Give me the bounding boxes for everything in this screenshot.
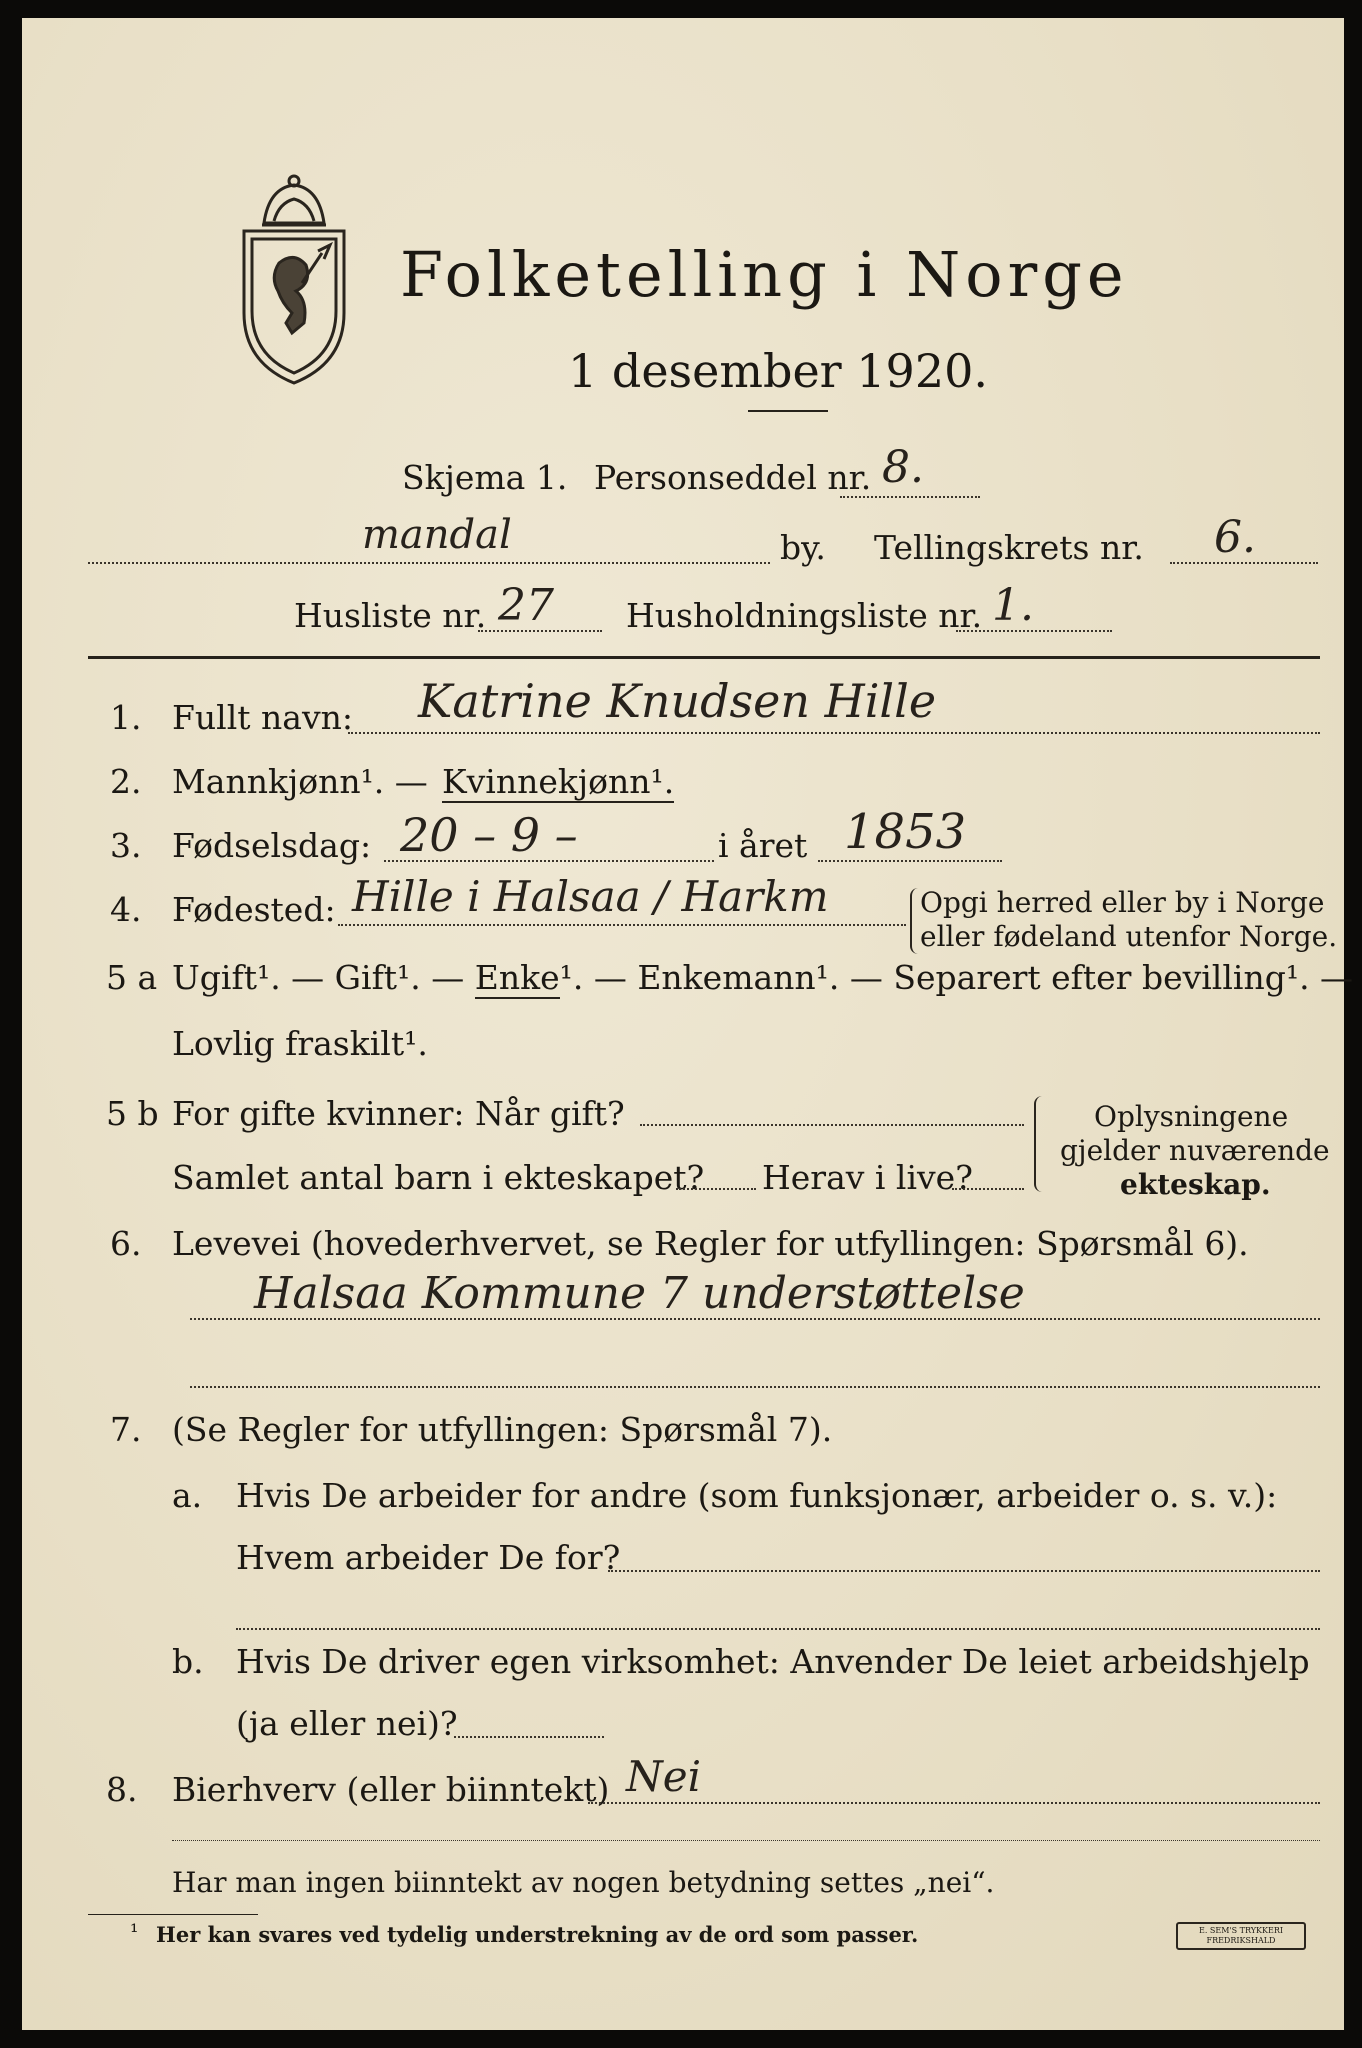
header-rule — [88, 656, 1320, 659]
q5b-line-1 — [640, 1124, 1024, 1126]
q7-number: 7. — [110, 1410, 142, 1449]
q6-label: Levevei (hovederhvervet, se Regler for utfyllingen: Spørsmål 6). — [172, 1224, 1249, 1263]
q5b-note-2: gjelder nuværende — [1060, 1134, 1330, 1167]
q5b-note-1: Oplysningene — [1094, 1100, 1289, 1133]
q5b-label-2: Samlet antal barn i ekteskapet? — [172, 1158, 705, 1197]
tellingskrets-value[interactable]: 6. — [1214, 512, 1256, 563]
title-divider — [748, 410, 828, 412]
q8-label: Bierhverv (eller biinntekt) — [172, 1770, 610, 1809]
q6-line-2 — [190, 1386, 1320, 1388]
q4-label: Fødested: — [172, 890, 336, 929]
census-date: 1 desember 1920. — [568, 344, 988, 398]
printer-stamp: E. SEM'S TRYKKERI FREDRIKSHALD — [1176, 1922, 1306, 1950]
q8-line — [588, 1802, 1320, 1804]
personseddel-line — [840, 496, 980, 498]
q5b-number: 5 b — [106, 1094, 159, 1133]
q3-label: Fødselsdag: — [172, 826, 372, 865]
footnote-rule — [88, 1914, 258, 1915]
q7b-line — [454, 1736, 604, 1738]
tellingskrets-label: Tellingskrets nr. — [874, 528, 1144, 567]
personseddel-label: Personseddel nr. — [594, 458, 872, 497]
q5a-options — [172, 958, 1353, 997]
city-line — [88, 562, 770, 564]
q8-line-2 — [172, 1840, 1320, 1841]
q6-value[interactable]: Halsaa Kommune 7 understøttelse — [254, 1268, 1025, 1319]
husholdningsliste-line — [956, 630, 1112, 632]
q7a-line-2 — [236, 1628, 1320, 1630]
q7a-line-1 — [608, 1570, 1320, 1572]
q4-value[interactable]: Hille i Halsaa / Harkm — [352, 872, 829, 921]
q4-note-2: eller fødeland utenfor Norge. — [920, 920, 1338, 953]
city-value[interactable]: mandal — [362, 512, 512, 558]
q5b-label-1: For gifte kvinner: Når gift? — [172, 1094, 625, 1133]
q4-number: 4. — [110, 890, 142, 929]
skjema-label: Skjema 1. — [402, 458, 568, 497]
husliste-label: Husliste nr. — [294, 596, 487, 635]
footer-note: Har man ingen biinntekt av nogen betydning settes „nei“. — [172, 1866, 995, 1899]
q3-aaret-label: i året — [718, 826, 808, 865]
q7-label: (Se Regler for utfyllingen: Spørsmål 7). — [172, 1410, 833, 1449]
q7a-label-2: Hvem arbeider De for? — [236, 1538, 621, 1577]
husholdningsliste-value[interactable]: 1. — [992, 580, 1034, 631]
q5a-enke[interactable]: Enke — [474, 958, 560, 997]
form-title: Folketelling i Norge — [400, 238, 1129, 311]
q4-brace — [910, 888, 920, 954]
q7b-label: Hvis De driver egen virksomhet: Anvender De leiet arbeidshjelp — [236, 1642, 1310, 1681]
q3-number: 3. — [110, 826, 142, 865]
footnote-number: ¹ — [130, 1920, 139, 1944]
q2-mann: Mannkjønn¹. — — [172, 762, 428, 801]
personseddel-value[interactable]: 8. — [882, 442, 924, 493]
q4-line — [338, 924, 906, 926]
q5b-label-3: Herav i live? — [762, 1158, 973, 1197]
by-label: by. — [780, 528, 826, 567]
q6-number: 6. — [110, 1224, 142, 1263]
q4-note-1: Opgi herred eller by i Norge — [920, 886, 1325, 919]
q5a-post: ¹. — Enkemann¹. — Separert efter bevilling¹. — — [559, 958, 1354, 997]
q5a-pre: Ugift¹. — Gift¹. — — [172, 958, 465, 997]
q1-label: Fullt navn: — [172, 698, 353, 737]
q1-value[interactable]: Katrine Knudsen Hille — [418, 674, 937, 728]
census-form — [22, 18, 1354, 2030]
q1-number: 1. — [110, 698, 142, 737]
q2-number: 2. — [110, 762, 142, 801]
q7b-label-2: (ja eller nei)? — [236, 1704, 458, 1743]
q5a-number: 5 a — [106, 958, 158, 997]
q5b-note-3: ekteskap. — [1120, 1168, 1271, 1201]
footnote-text: Her kan svares ved tydelig understrekning av de ord som passer. — [156, 1922, 919, 1947]
q1-line — [348, 732, 1320, 734]
q5b-brace — [1034, 1096, 1048, 1192]
q5a-line2: Lovlig fraskilt¹. — [172, 1024, 428, 1063]
q7b-letter: b. — [172, 1642, 204, 1681]
coat-of-arms-icon — [234, 173, 354, 388]
q5b-line-2 — [676, 1188, 756, 1190]
husliste-value[interactable]: 27 — [498, 580, 554, 631]
q8-value[interactable]: Nei — [626, 1752, 702, 1801]
q7a-letter: a. — [172, 1476, 203, 1515]
husholdningsliste-label: Husholdningsliste nr. — [626, 596, 983, 635]
q2-kvinne[interactable]: Kvinnekjønn¹. — [442, 762, 675, 801]
q8-number: 8. — [106, 1770, 138, 1809]
q3-value[interactable]: 20 – 9 – — [400, 808, 578, 862]
q5b-line-3 — [952, 1188, 1024, 1190]
q3-year[interactable]: 1853 — [844, 804, 967, 860]
q7a-label: Hvis De arbeider for andre (som funksjonær, arbeider o. s. v.): — [236, 1476, 1278, 1515]
q3-year-line — [818, 860, 1002, 862]
